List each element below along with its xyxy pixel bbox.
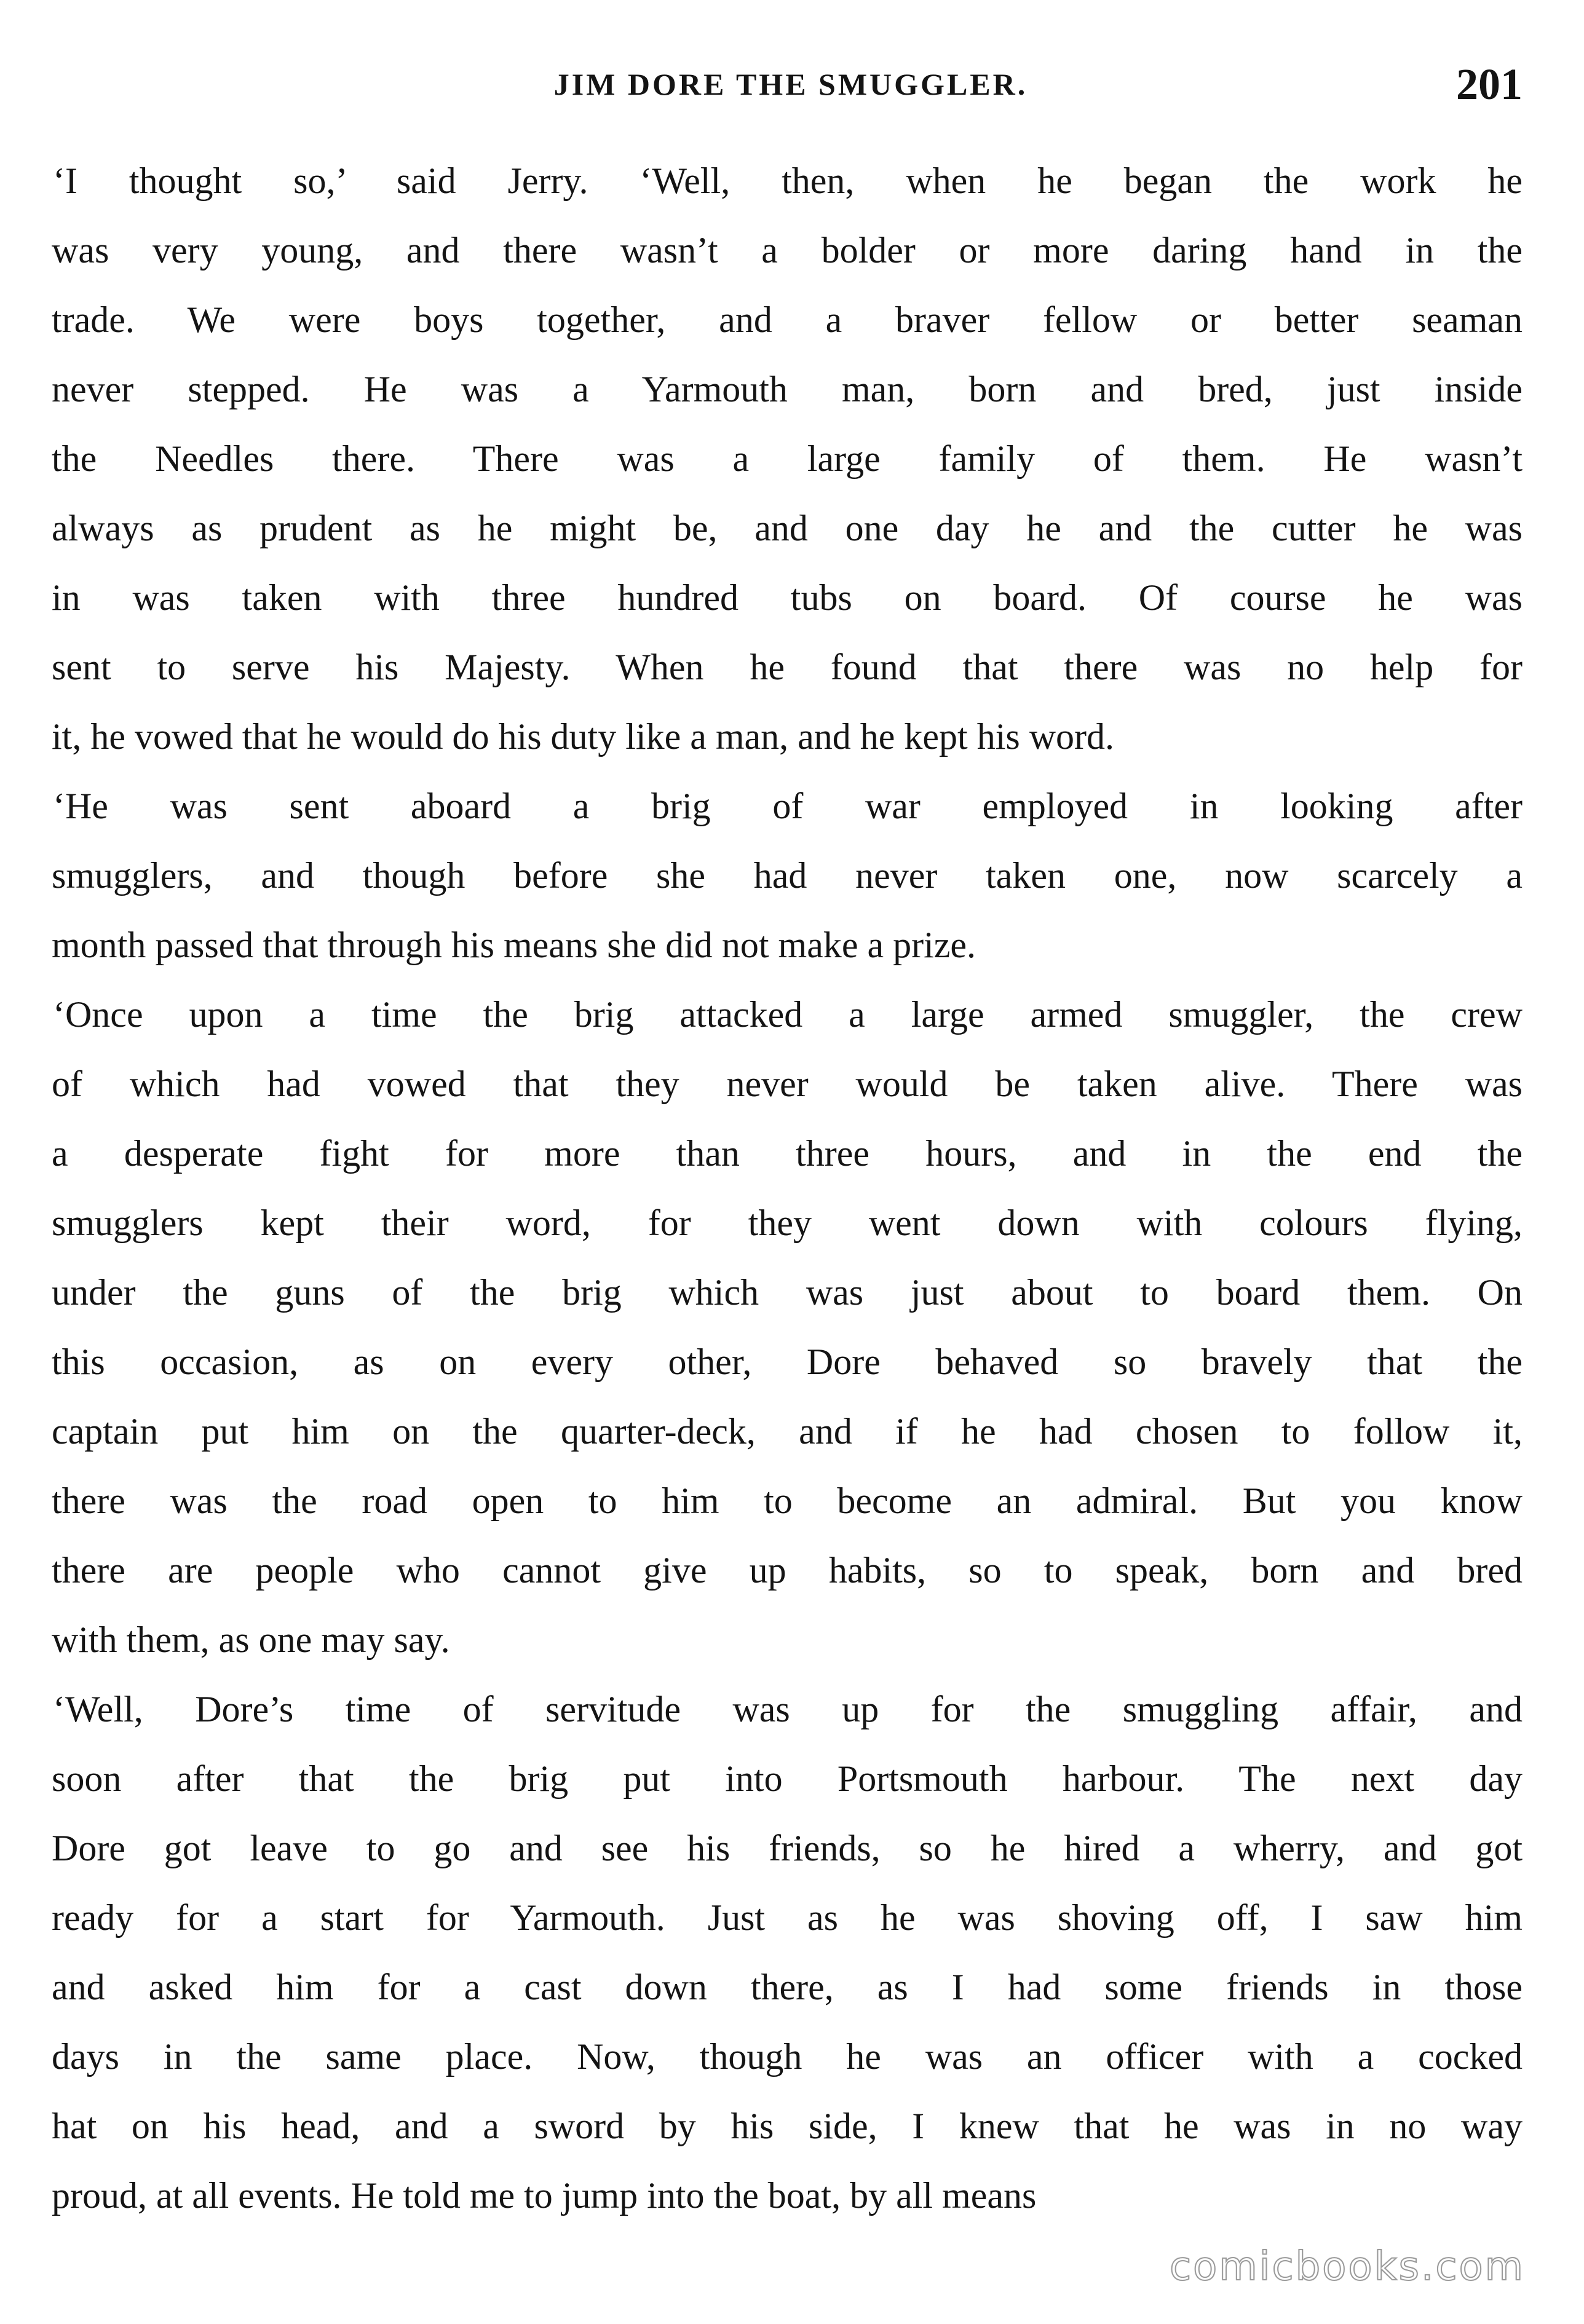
- text-line: smugglers, and though before she had never taken one, now scarcely a: [52, 855, 1523, 896]
- watermark-logo: comicbooks.com: [1169, 2244, 1525, 2290]
- text-line: soon after that the brig put into Portsmouth harbour. The next day: [52, 1758, 1523, 1799]
- text-line: trade. We were boys together, and a braver fellow or better seaman: [52, 299, 1523, 340]
- text-line: month passed that through his means she did not make a prize.: [52, 925, 976, 965]
- text-line: of which had vowed that they never would be taken alive. There was: [52, 1064, 1523, 1104]
- running-head: [59, 59, 1523, 114]
- text-line: this occasion, as on every other, Dore behaved so bravely that the: [52, 1342, 1523, 1382]
- paragraph: [52, 772, 1523, 980]
- body-text: [52, 146, 1523, 2231]
- text-line: ‘I thought so,’ said Jerry. ‘Well, then, when he began the work he: [53, 160, 1523, 201]
- text-line: ready for a start for Yarmouth. Just as he was shoving off, I saw him: [52, 1897, 1523, 1938]
- text-line: always as prudent as he might be, and one day he and the cutter he was: [52, 508, 1523, 548]
- text-line: a desperate fight for more than three hours, and in the end the: [52, 1133, 1523, 1174]
- text-line: the Needles there. There was a large family of them. He wasn’t: [52, 438, 1523, 479]
- paragraph: [52, 980, 1523, 1675]
- text-line: with them, as one may say.: [52, 1619, 450, 1660]
- text-line: days in the same place. Now, though he was an officer with a cocked: [52, 2036, 1523, 2077]
- text-line: proud, at all events. He told me to jump into the boat, by all means: [52, 2175, 1037, 2216]
- text-line: smugglers kept their word, for they went down with colours flying,: [52, 1203, 1523, 1243]
- text-line: never stepped. He was a Yarmouth man, born and bred, just inside: [52, 369, 1523, 409]
- text-line: hat on his head, and a sword by his side, I knew that he was in no way: [52, 2106, 1523, 2146]
- text-line: and asked him for a cast down there, as I had some friends in those: [52, 1967, 1523, 2007]
- text-line: it, he vowed that he would do his duty like a man, and he kept his word.: [52, 716, 1115, 757]
- text-line: was very young, and there wasn’t a bolder or more daring hand in the: [52, 230, 1523, 271]
- paragraph: [52, 1675, 1523, 2231]
- text-line: captain put him on the quarter-deck, and if he had chosen to follow it,: [52, 1411, 1523, 1452]
- text-line: under the guns of the brig which was just about to board them. On: [52, 1272, 1523, 1313]
- text-line: ‘He was sent aboard a brig of war employed in looking after: [53, 786, 1523, 826]
- text-line: in was taken with three hundred tubs on board. Of course he was: [52, 577, 1523, 618]
- text-line: there was the road open to him to become an admiral. But you know: [52, 1480, 1523, 1521]
- running-title: JIM DORE THE SMUGGLER.: [553, 67, 1028, 101]
- paragraph: [52, 146, 1523, 772]
- text-line: Dore got leave to go and see his friends, so he hired a wherry, and got: [52, 1828, 1523, 1868]
- page-number: 201: [1456, 60, 1523, 109]
- text-line: sent to serve his Majesty. When he found that there was no help for: [52, 647, 1523, 687]
- text-line: there are people who cannot give up habits, so to speak, born and bred: [52, 1550, 1523, 1591]
- text-line: ‘Well, Dore’s time of servitude was up for the smuggling affair, and: [53, 1689, 1523, 1729]
- text-line: ‘Once upon a time the brig attacked a large armed smuggler, the crew: [53, 994, 1523, 1035]
